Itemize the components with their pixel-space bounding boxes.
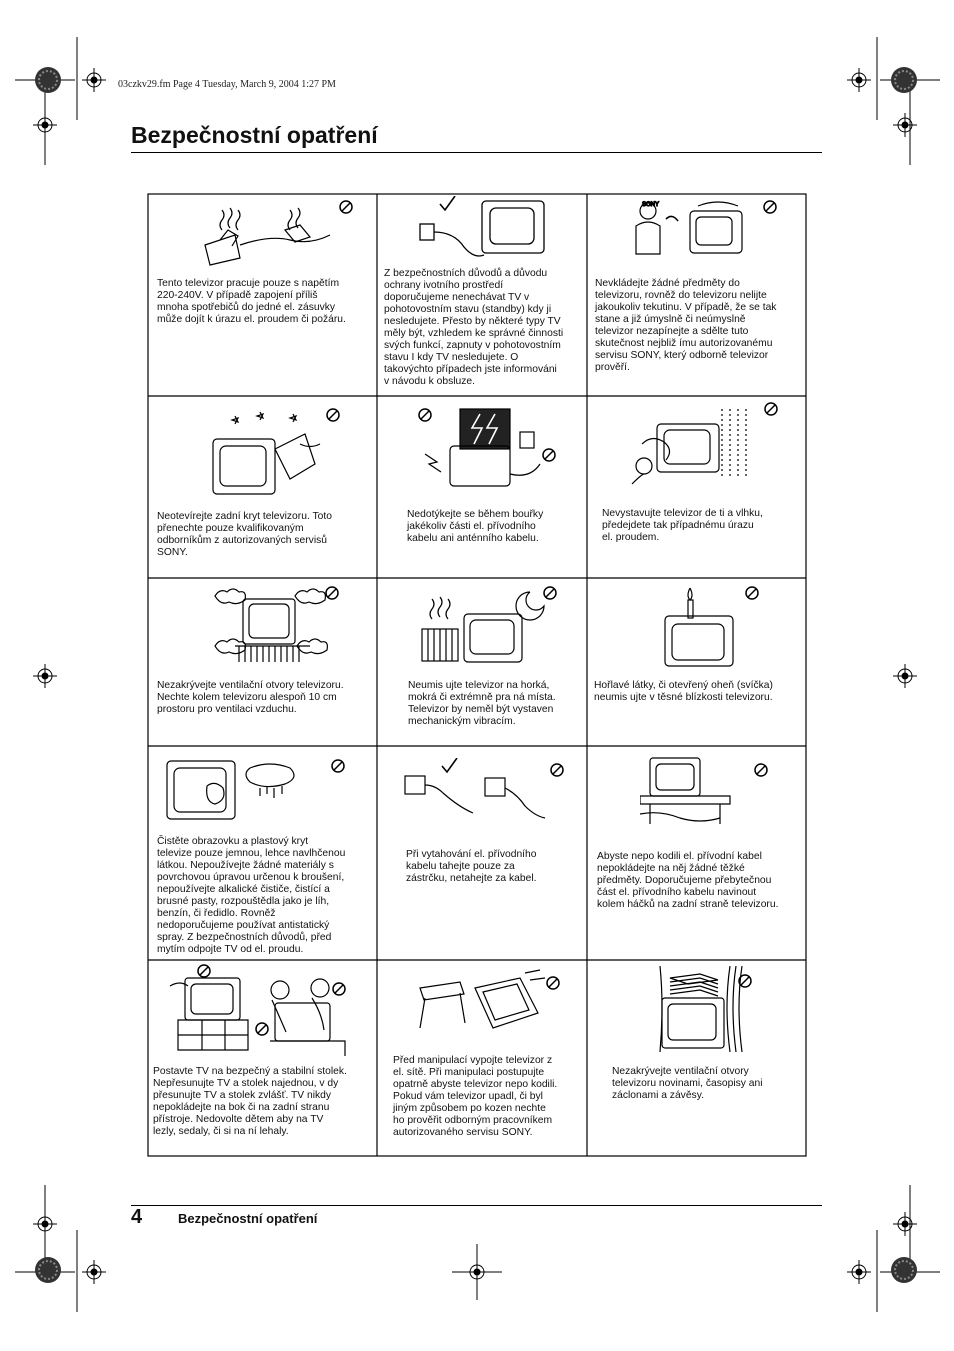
overloaded-socket-icon [190, 200, 350, 270]
prohibited-icon [550, 763, 564, 777]
prohibited-icon [325, 586, 339, 600]
safety-caption: Postavte TV na bezpečný a stabilní stolek. Nepřesunujte TV a stolek najednou, v dy přesunujte TV a stolek zvlášť. TV nikdy nepokládejte na bok či na zadní stranu přístroje. Nedovolte dětem aby na TV lezly, sedaly, či si na ní lehaly. [153, 1066, 347, 1137]
footer-section-title: Bezpečnostní opatření [178, 1211, 318, 1226]
safety-caption: Nevystavujte televizor de ti a vlhku, předejdete tak případnému úrazu el. proudem. [602, 508, 763, 543]
unplugged-tv-icon [410, 196, 555, 268]
prohibited-icon [745, 586, 759, 600]
safety-caption: Tento televizor pracuje pouze s napětím 220-240V. V případě zapojení příliš mnoha spotřebičů do jedné el. zásuvky může dojít k úrazu el. proudem či požáru. [157, 278, 346, 325]
cleaning-cloth-icon [162, 756, 312, 826]
prohibited-icon [543, 586, 557, 600]
candle-fire-icon [660, 586, 740, 672]
sony-service-icon [628, 196, 748, 264]
safety-caption: Nezakrývejte ventilační otvory televizoru. Nechte kolem televizoru alespoň 10 cm prostoru pro ventilaci vzduchu. [157, 680, 344, 715]
rain-moisture-icon [612, 404, 762, 492]
lightning-storm-icon [410, 404, 560, 496]
prohibited-icon [542, 448, 556, 462]
safety-caption: Nedotýkejte se během bouřky jakékoliv části el. přívodního kabelu ani anténního kabelu. [407, 509, 544, 544]
heat-sun-icon [412, 584, 562, 676]
safety-caption: Hořlavé látky, či otevřený oheň (svíčka) neumis ujte v těsné blízkosti televizoru. [594, 680, 773, 703]
newspapers-curtain-icon [650, 966, 745, 1052]
print-file-info: 03czkv29.fm Page 4 Tuesday, March 9, 2004 1:27 PM [118, 79, 336, 90]
safety-caption: Před manipulací vypojte televizor z el. sítě. Při manipulaci postupujte opatrně abyste televizor nepo kodili. Pokud vám televizor upadl, či byl jiným způsobem po kozen nechte ho prověřit odborným pracovníkem autorizovaného servisu SONY. [393, 1055, 558, 1138]
children-climbing-icon [150, 968, 355, 1058]
prohibited-icon [332, 982, 346, 996]
page-number: 4 [131, 1206, 143, 1228]
open-back-cover-icon [205, 404, 325, 499]
safety-caption: Neotevírejte zadní kryt televizoru. Toto přenechte pouze kvalifikovaným odborníkům z autorizovaných servisů SONY. [157, 511, 332, 558]
prohibited-icon [546, 976, 560, 990]
safety-caption: Čistěte obrazovku a plastový kryt televize pouze jemnou, lehce navlhčenou látkou. Nepoužívejte žádné materiály s povrchovou úpravou určenou k broušení, nepoužívejte alkalické čističe, čistící a brusné pasty, rozpouštědla jako je líh, benzín, či ředidlo. Rovněž nedoporučujeme používat antistatický spray. Z bezpečnostních důvodů, před mytím odpojte TV od el. proudu. [157, 836, 346, 955]
pull-plug-icon [400, 758, 550, 828]
prohibited-icon [255, 1022, 269, 1036]
prohibited-icon [418, 408, 432, 422]
safety-caption: Neumis ujte televizor na horká, mokrá či extrémně pra ná místa. Televizor by neměl být vystaven mechanickým vibracím. [408, 680, 556, 727]
prohibited-icon [197, 964, 211, 978]
title-underline [131, 152, 822, 153]
falling-tv-icon [415, 968, 550, 1040]
safety-caption: Při vytahování el. přívodního kabelu tahejte pouze za zástrčku, netahejte za kabel. [406, 849, 537, 884]
svg-text:SONY: SONY [642, 202, 660, 208]
prohibited-icon [339, 200, 353, 214]
prohibited-icon [738, 974, 752, 988]
safety-caption: Nezakrývejte ventilační otvory televizoru novinami, časopisy ani záclonami a závěsy. [612, 1066, 763, 1101]
safety-caption: Z bezpečnostních důvodů a důvodu ochrany ivotního prostředí doporučujeme nenechávat TV v pohotovostním stavu (standby) kdy ji nesledujete. Přesto by některé typy TV měly být, vzhledem ke správné činnosti svých funkcí, zapnuty v pohotovostním stavu I kdy TV nesledujete. O takovýchto případech jste informováni v návodu k obsluze. [384, 268, 564, 387]
prohibited-icon [331, 759, 345, 773]
footer-rule [131, 1205, 822, 1206]
safety-caption: Nevkládejte žádné předměty do televizoru, rovněž do televizoru nelijte jakoukoliv tekutinu. V případě, že se tak stane a již úmyslně či neúmyslně televizor nezapínejte a sdělte tuto skutečnost nejbliž ímu autorizovanému servisu SONY, který odborně televizor prověří. [595, 278, 777, 373]
prohibited-icon [326, 408, 340, 422]
prohibited-icon [763, 200, 777, 214]
ventilation-space-icon [205, 584, 340, 672]
prohibited-icon [764, 402, 778, 416]
prohibited-icon [754, 763, 768, 777]
safety-caption: Abyste nepo kodili el. přívodní kabel nepokládejte na něj žádné těžké předměty. Doporučujeme přebytečnou část el. přívodního kabelu navinout kolem háčků na zadní straně televizoru. [597, 851, 779, 910]
cable-under-stand-icon [640, 756, 740, 828]
page-title: Bezpečnostní opatření [131, 122, 378, 148]
